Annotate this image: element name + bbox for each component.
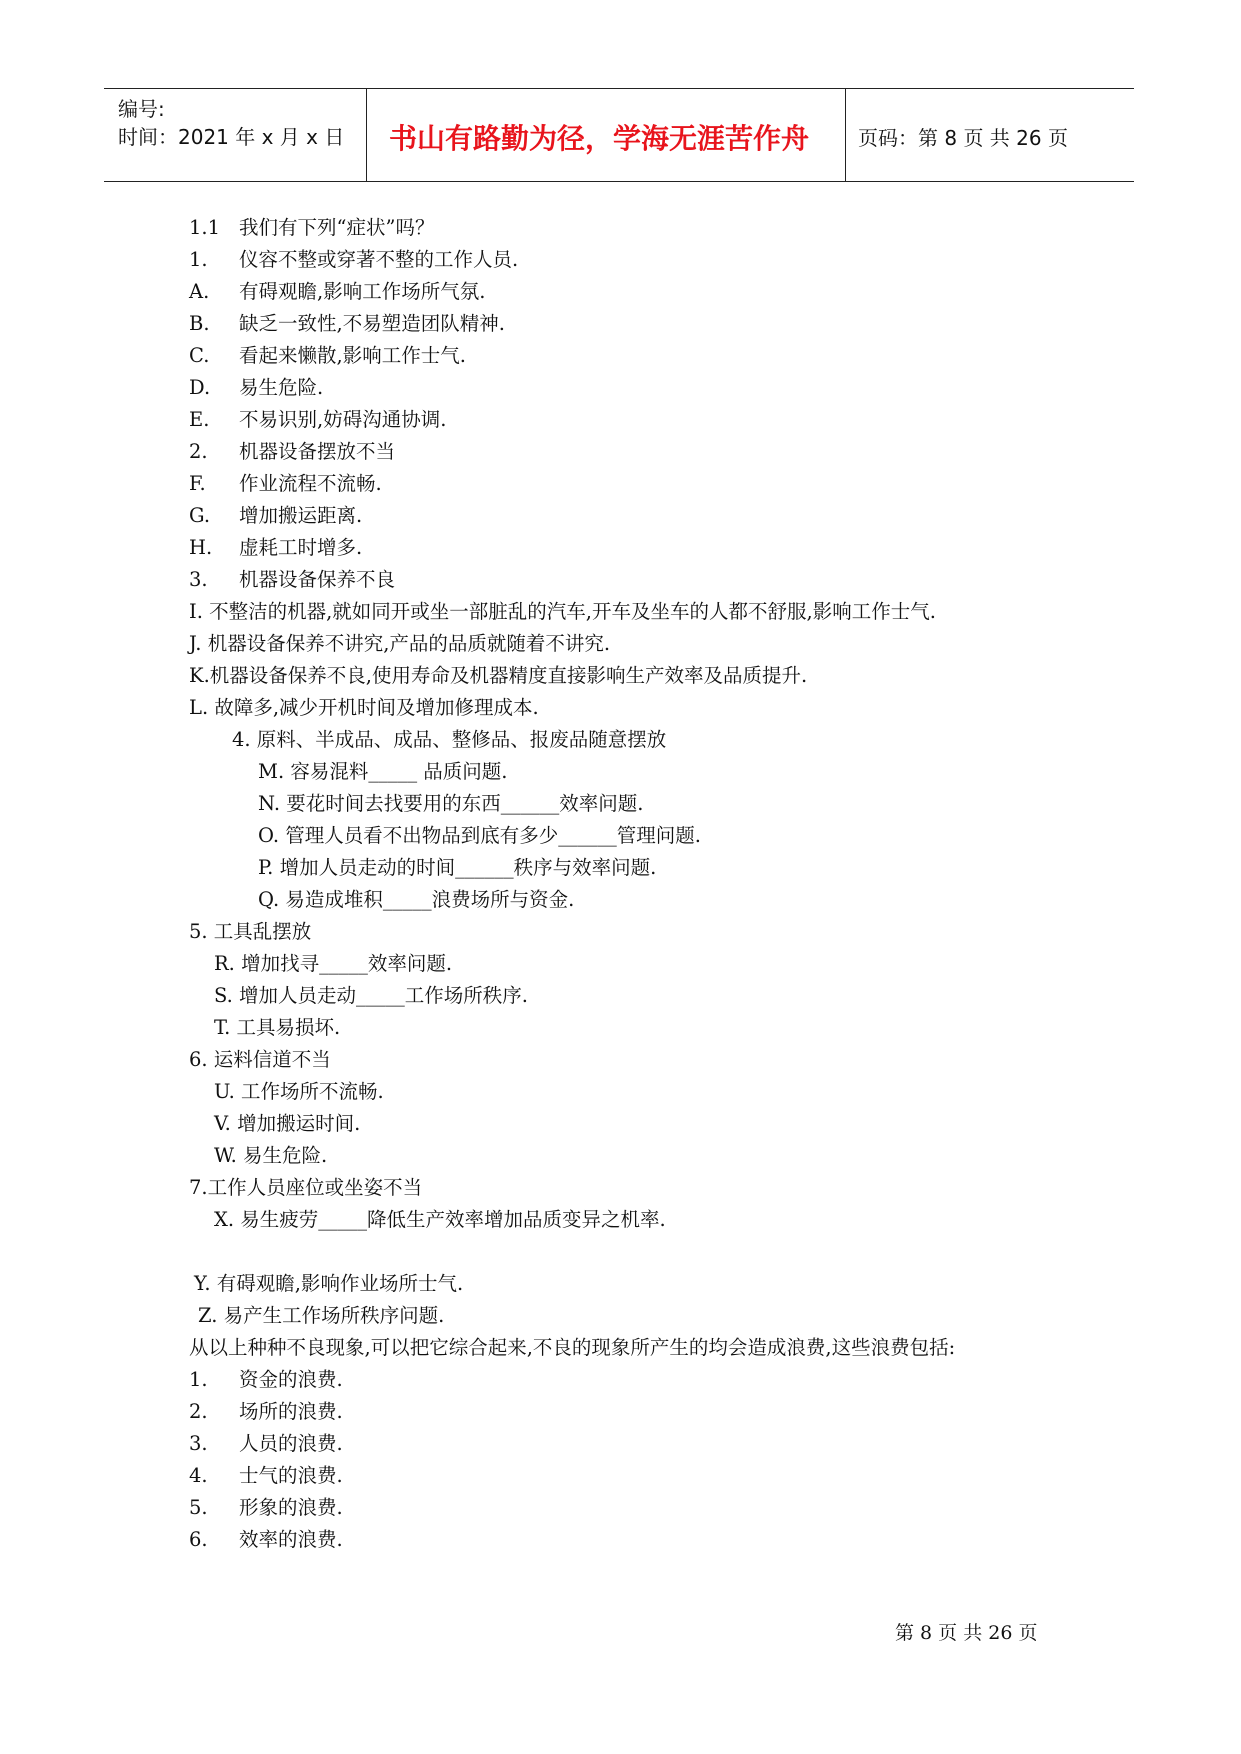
line-text: U. 工作场所不流畅. — [214, 1080, 384, 1103]
body-line — [189, 312, 505, 336]
line-text: 效率的浪费. — [239, 1528, 343, 1551]
body-line — [214, 1080, 384, 1104]
body-line — [189, 1048, 331, 1072]
line-text: 机器设备保养不良 — [239, 568, 396, 591]
line-text: 7.工作人员座位或坐姿不当 — [189, 1176, 423, 1199]
body-line — [189, 216, 434, 240]
time-label: 时间：2021 年 x 月 x 日 — [118, 125, 345, 149]
body-line — [214, 1016, 340, 1040]
body-line — [189, 1400, 343, 1424]
line-number: 1. — [189, 248, 208, 271]
header-page-cell — [846, 89, 1134, 181]
line-number: G. — [189, 504, 211, 527]
body-line — [189, 664, 807, 688]
line-text: 虚耗工时增多. — [239, 536, 363, 559]
header-motto-cell — [367, 89, 846, 181]
line-text: J. 机器设备保养不讲究,产品的品质就随着不讲究. — [189, 632, 611, 655]
line-text: 从以上种种不良现象,可以把它综合起来,不良的现象所产生的均会造成浪费,这些浪费包括: — [189, 1336, 956, 1359]
line-number: 4. — [189, 1464, 208, 1487]
line-number: D. — [189, 376, 211, 399]
line-number: C. — [189, 344, 210, 367]
body-line — [232, 728, 666, 752]
body-line — [214, 984, 528, 1008]
body-line — [189, 1464, 343, 1488]
line-text: L. 故障多,减少开机时间及增加修理成本. — [189, 696, 539, 719]
body-line — [189, 1496, 343, 1520]
line-text: 仪容不整或穿著不整的工作人员. — [239, 248, 519, 271]
line-number: 3. — [189, 568, 208, 591]
line-text: R. 增加找寻_____效率问题. — [214, 952, 453, 975]
body-line — [189, 1336, 955, 1360]
page-footer: 第 8 页 共 26 页 — [895, 1622, 1038, 1644]
line-number: 5. — [189, 1496, 208, 1519]
body-line — [214, 1144, 327, 1168]
line-text: 增加搬运距离. — [239, 504, 363, 527]
line-text: 缺乏一致性,不易塑造团队精神. — [239, 312, 505, 335]
body-line — [258, 824, 701, 848]
line-text: 形象的浪费. — [239, 1496, 343, 1519]
body-line — [214, 1112, 360, 1136]
body-line — [189, 1368, 343, 1392]
line-text: 看起来懒散,影响工作士气. — [239, 344, 466, 367]
line-text: 我们有下列“症状”吗？ — [239, 216, 435, 239]
line-number: 3. — [189, 1432, 208, 1455]
line-text: V. 增加搬运时间. — [214, 1112, 361, 1135]
line-text: P. 增加人员走动的时间______秩序与效率问题. — [258, 856, 657, 879]
body-line — [258, 888, 574, 912]
body-line — [189, 568, 395, 592]
line-text: K.机器设备保养不良,使用寿命及机器精度直接影响生产效率及品质提升. — [189, 664, 808, 687]
line-number: 2. — [189, 1400, 208, 1423]
body-line — [189, 1432, 343, 1456]
body-line — [194, 1272, 463, 1296]
body-line — [189, 504, 362, 528]
body-line — [258, 760, 508, 784]
line-text: Z. 易产生工作场所秩序问题. — [198, 1304, 445, 1327]
line-number: A. — [189, 280, 210, 303]
page-code: 页码：第 8 页 共 26 页 — [858, 126, 1068, 150]
line-text: 易生危险. — [239, 376, 324, 399]
body-line — [258, 792, 643, 816]
line-number: E. — [189, 408, 210, 431]
body-line — [189, 376, 323, 400]
body-line — [258, 856, 656, 880]
line-text: 有碍观瞻,影响工作场所气氛. — [239, 280, 486, 303]
line-number: 1. — [189, 1368, 208, 1391]
line-text: 5. 工具乱摆放 — [189, 920, 312, 943]
line-text: M. 容易混料_____ 品质问题. — [258, 760, 508, 783]
body-line — [189, 632, 610, 656]
line-text: 6. 运料信道不当 — [189, 1048, 331, 1071]
line-text: 作业流程不流畅. — [239, 472, 382, 495]
body-line — [214, 1208, 666, 1232]
body-line — [189, 472, 382, 496]
body-line — [189, 408, 446, 432]
line-number: F. — [189, 472, 206, 495]
line-number: 2. — [189, 440, 208, 463]
line-text: Y. 有碍观瞻,影响作业场所士气. — [194, 1272, 464, 1295]
line-text: 不易识别,妨碍沟通协调. — [239, 408, 447, 431]
line-text: Q. 易造成堆积_____浪费场所与资金. — [258, 888, 575, 911]
body-line — [214, 952, 452, 976]
line-text: 场所的浪费. — [239, 1400, 343, 1423]
line-text: 机器设备摆放不当 — [239, 440, 396, 463]
body-line — [189, 440, 395, 464]
line-text: I. 不整洁的机器,就如同开或坐一部脏乱的汽车,开车及坐车的人都不舒服,影响工作士气. — [189, 600, 936, 623]
motto: 书山有路勤为径，学海无涯苦作舟 — [389, 122, 810, 155]
body-line — [189, 344, 466, 368]
body-line — [198, 1304, 444, 1328]
body-line — [189, 1528, 343, 1552]
line-text: 4. 原料、半成品、成品、整修品、报废品随意摆放 — [232, 728, 667, 751]
line-text: 资金的浪费. — [239, 1368, 343, 1391]
body-line — [189, 248, 518, 272]
line-text: T. 工具易损坏. — [214, 1016, 341, 1039]
body-line — [189, 600, 936, 624]
code-label: 编号: — [118, 97, 165, 121]
line-text: 人员的浪费. — [239, 1432, 343, 1455]
line-number: B. — [189, 312, 210, 335]
line-number: 1.1 — [189, 216, 221, 239]
line-text: X. 易生疲劳_____降低生产效率增加品质变异之机率. — [214, 1208, 666, 1231]
line-text: S. 增加人员走动_____工作场所秩序. — [214, 984, 529, 1007]
document-header — [104, 88, 1134, 182]
line-text: O. 管理人员看不出物品到底有多少______管理问题. — [258, 824, 701, 847]
body-line — [189, 280, 485, 304]
body-line — [189, 920, 311, 944]
line-text: N. 要花时间去找要用的东西______效率问题. — [258, 792, 644, 815]
line-text: W. 易生危险. — [214, 1144, 328, 1167]
body-line — [189, 536, 362, 560]
line-number: H. — [189, 536, 213, 559]
line-text: 士气的浪费. — [239, 1464, 343, 1487]
body-line — [189, 696, 539, 720]
body-line — [189, 1176, 422, 1200]
line-number: 6. — [189, 1528, 208, 1551]
header-info-cell — [104, 89, 367, 181]
